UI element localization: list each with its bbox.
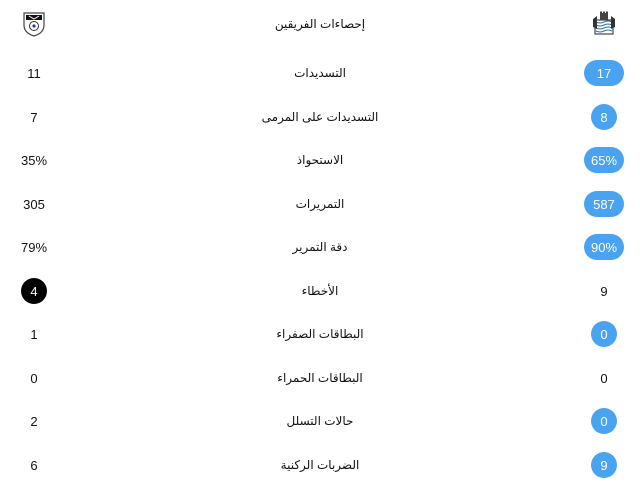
stat-label: التمريرات — [295, 197, 345, 211]
stat-label: البطاقات الحمراء — [277, 371, 363, 385]
stat-label: الضربات الركنية — [280, 458, 360, 472]
away-value: 0 — [30, 370, 38, 386]
qarabag-crest-icon — [22, 11, 46, 37]
home-value-highlight: 90% — [584, 234, 624, 260]
stat-row-yellow-cards — [0, 314, 640, 354]
home-value-highlight: 8 — [591, 104, 617, 130]
stat-row-corners — [0, 445, 640, 485]
newcastle-crest-icon — [592, 11, 616, 37]
stat-label: التسديدات — [294, 66, 346, 80]
stat-label: البطاقات الصفراء — [276, 327, 364, 341]
home-value-highlight: 0 — [591, 321, 617, 347]
away-value: 35% — [20, 152, 48, 168]
stats-title: إحصاءات الفريقين — [274, 17, 366, 31]
home-value: 0 — [600, 370, 608, 386]
stat-label: دقة التمرير — [292, 240, 348, 254]
stats-header — [0, 4, 640, 44]
home-value-highlight: 65% — [584, 147, 624, 173]
home-team-logo — [568, 4, 640, 44]
away-value-highlight: 4 — [21, 278, 47, 304]
stat-row-shots — [0, 53, 640, 93]
home-value-highlight: 587 — [584, 191, 624, 217]
home-value-highlight: 9 — [591, 452, 617, 478]
stat-label: حالات التسلل — [286, 414, 354, 428]
stat-row-passes — [0, 184, 640, 224]
stat-row-offsides — [0, 401, 640, 441]
stat-row-possession — [0, 140, 640, 180]
away-value: 305 — [23, 196, 45, 212]
stat-row-shots-on-target — [0, 97, 640, 137]
stat-label: التسديدات على المرمى — [261, 110, 379, 124]
away-value: 1 — [30, 326, 38, 342]
away-value: 7 — [30, 109, 38, 125]
stat-row-fouls — [0, 271, 640, 311]
home-value: 9 — [600, 283, 608, 299]
stat-label: الأخطاء — [301, 284, 339, 298]
away-value: 6 — [30, 457, 38, 473]
away-value: 2 — [30, 413, 38, 429]
stat-label: الاستحواذ — [296, 153, 344, 167]
stat-row-red-cards — [0, 358, 640, 398]
home-value-highlight: 0 — [591, 408, 617, 434]
away-value: 79% — [20, 239, 48, 255]
home-value-highlight: 17 — [584, 60, 624, 86]
away-team-logo — [0, 4, 68, 44]
stat-row-pass-accuracy — [0, 227, 640, 267]
away-value: 11 — [27, 65, 41, 81]
